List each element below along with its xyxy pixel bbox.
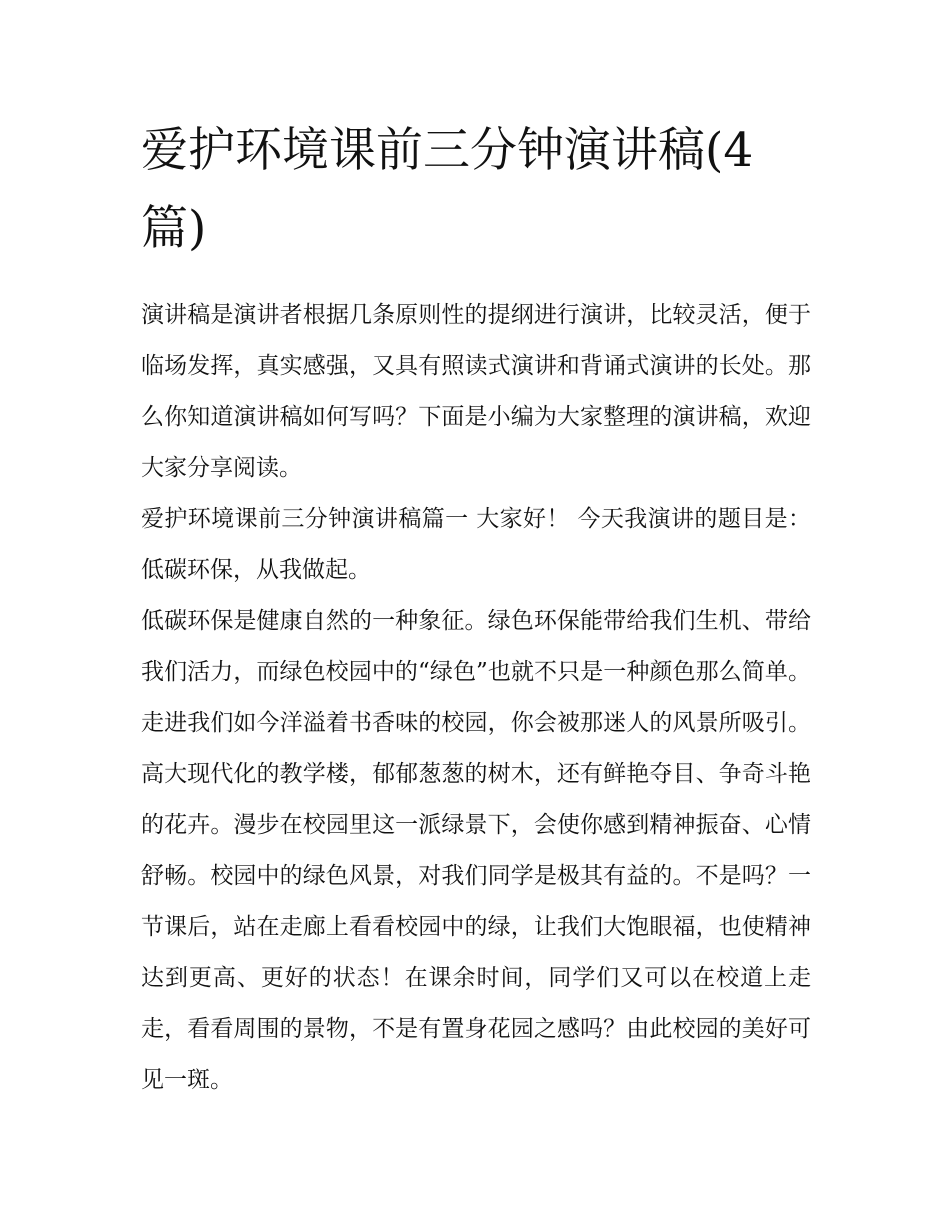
intro-paragraph: 演讲稿是演讲者根据几条原则性的提纲进行演讲，比较灵活，便于临场发挥，真实感强，又具有照读式演讲和背诵式演讲的长处。那么你知道演讲稿如何写吗？下面是小编为大家整理的演讲稿，欢迎大家分享阅读。 <box>141 302 811 481</box>
speech-body-paragraph: 低碳环保是健康自然的一种象征。绿色环保能带给我们生机、带给我们活力，而绿色校园中的“绿色”也就不只是一种颜色那么简单。走进我们如今洋溢着书香味的校园，你会被那迷人的风景所吸引。高大现代化的教学楼，郁郁葱葱的树木，还有鲜艳夺目、争奇斗艳的花卉。漫步在校园里这一派绿景下，会使你感到精神振奋、心情舒畅。校园中的绿色风景，对我们同学是极其有益的。不是吗？一节课后，站在走廊上看看校园中的绿，让我们大饱眼福，也使精神达到更高、更好的状态！在课余时间，同学们又可以在校道上走走，看看周围的景物，不是有置身花园之感吗？由此校园的美好可见一斑。 <box>141 608 811 1093</box>
speech-heading-paragraph: 爱护环境课前三分钟演讲稿篇一 大家好！ 今天我演讲的题目是：低碳环保，从我做起。 <box>141 506 811 583</box>
document-title: 爱护环境课前三分钟演讲稿(4篇) <box>141 123 754 256</box>
document-page <box>141 112 811 1106</box>
